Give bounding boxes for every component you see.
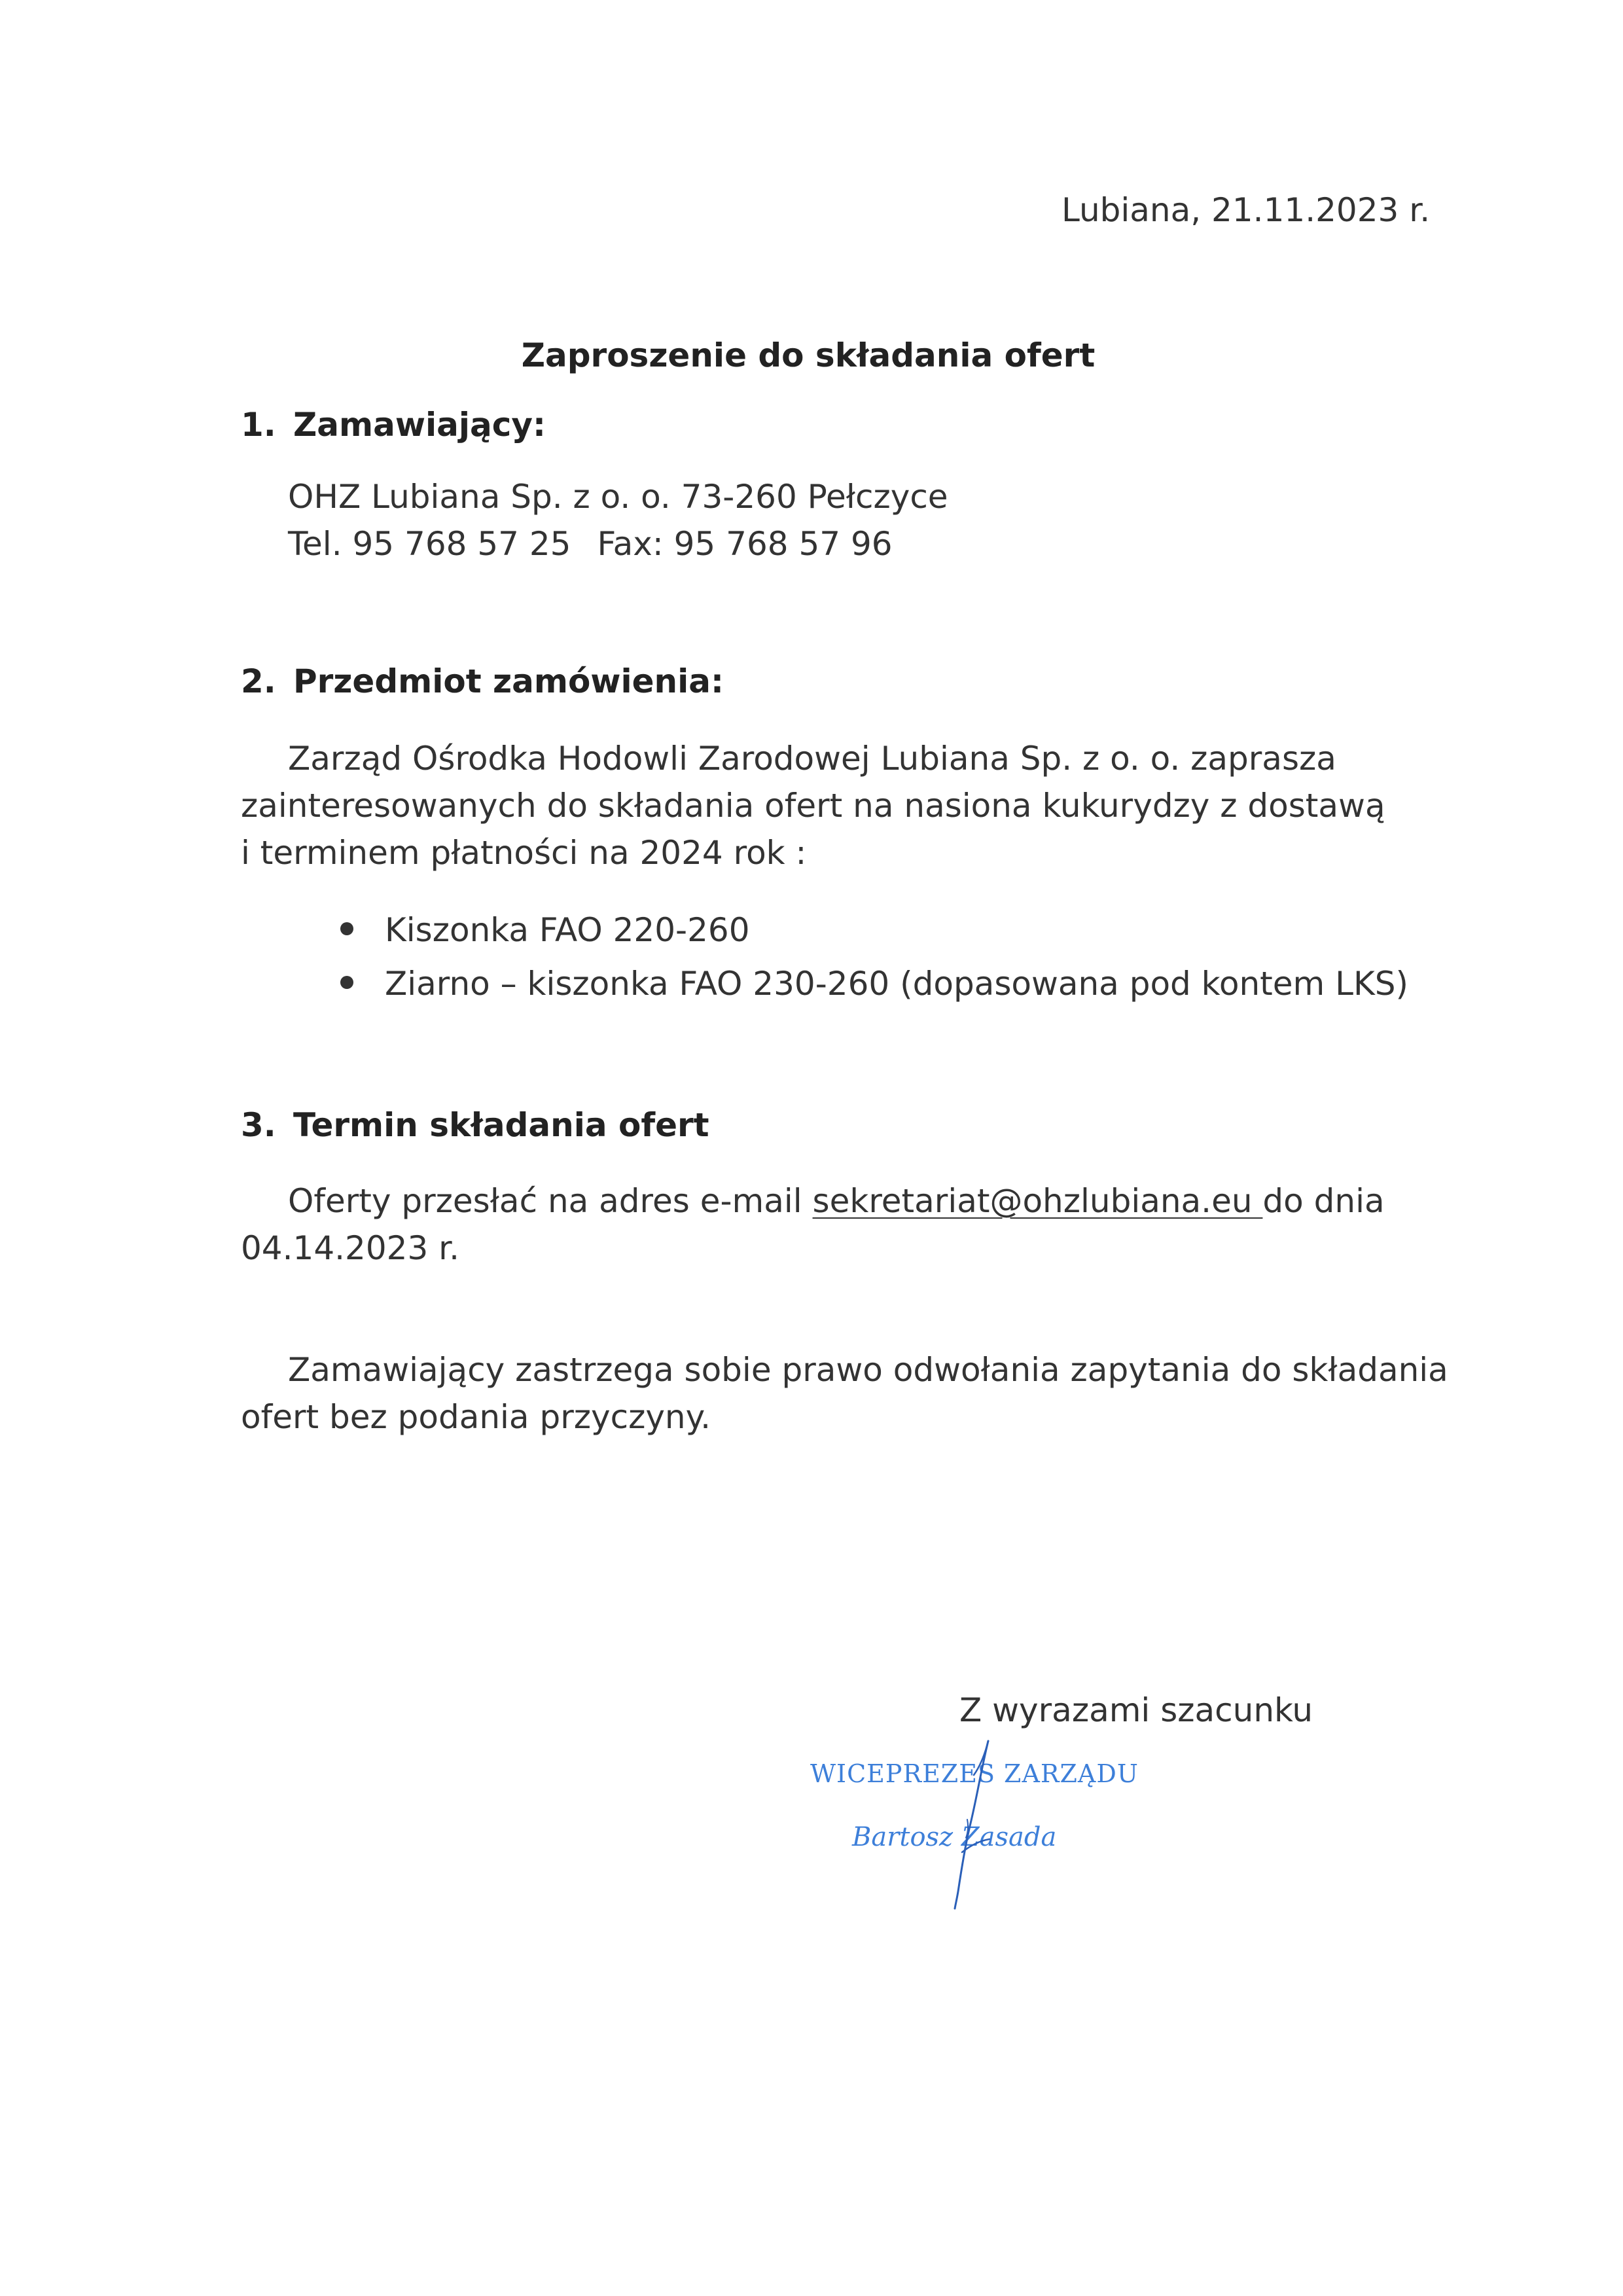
list-item bbox=[340, 911, 750, 949]
section-2-number: 2. bbox=[241, 662, 276, 700]
orderer-contact bbox=[288, 525, 893, 563]
handwritten-signature bbox=[890, 1728, 1021, 1911]
bullet-icon bbox=[340, 976, 353, 989]
stamp-position: WICEPREZES ZARZĄDU bbox=[810, 1759, 1139, 1788]
section-1-heading-text: Zamawiający: bbox=[293, 406, 546, 444]
orderer-phone: Tel. 95 768 57 25 bbox=[288, 525, 571, 563]
section-3-number: 3. bbox=[241, 1106, 276, 1144]
section-3-heading-text: Termin składania ofert bbox=[293, 1106, 709, 1144]
subject-paragraph-line-1: Zarząd Ośrodka Hodowli Zarodowej Lubiana Sp. z o. o. zaprasza bbox=[288, 740, 1336, 778]
email-link[interactable]: sekretariat@ohzlubiana.eu bbox=[812, 1182, 1263, 1220]
section-2-heading-text: Przedmiot zamówienia: bbox=[293, 662, 724, 700]
section-1-number: 1. bbox=[241, 406, 276, 444]
closing-phrase: Z wyrazami szacunku bbox=[959, 1691, 1313, 1729]
stamp-name: Bartosz Zasada bbox=[852, 1822, 1057, 1852]
bullet-icon bbox=[340, 922, 353, 935]
section-2-heading bbox=[241, 662, 724, 700]
deadline-line-1 bbox=[288, 1182, 1385, 1220]
list-item-text: Ziarno – kiszonka FAO 230-260 (dopasowana pod kontem LKS) bbox=[385, 965, 1408, 1003]
deadline-line-2: 04.14.2023 r. bbox=[241, 1229, 460, 1267]
deadline-prefix: Oferty przesłać na adres e-mail bbox=[288, 1182, 813, 1220]
deadline-suffix: do dnia bbox=[1262, 1182, 1385, 1220]
letter-title bbox=[0, 336, 1623, 374]
orderer-address: OHZ Lubiana Sp. z o. o. 73-260 Pełczyce bbox=[288, 478, 948, 516]
reservation-line-2: ofert bez podania przyczyny. bbox=[241, 1398, 711, 1436]
orderer-fax: Fax: 95 768 57 96 bbox=[597, 525, 893, 563]
letter-title-text: Zaproszenie do składania ofert bbox=[521, 336, 1096, 374]
section-3-heading bbox=[241, 1106, 709, 1144]
letter-date: Lubiana, 21.11.2023 r. bbox=[1061, 191, 1431, 229]
subject-paragraph-line-3: i terminem płatności na 2024 rok : bbox=[241, 834, 807, 872]
list-item-text: Kiszonka FAO 220-260 bbox=[385, 911, 750, 949]
reservation-line-1: Zamawiający zastrzega sobie prawo odwołania zapytania do składania bbox=[288, 1351, 1448, 1389]
subject-paragraph-line-2: zainteresowanych do składania ofert na nasiona kukurydzy z dostawą bbox=[241, 787, 1385, 825]
section-1-heading bbox=[241, 406, 546, 444]
list-item bbox=[340, 965, 1408, 1003]
